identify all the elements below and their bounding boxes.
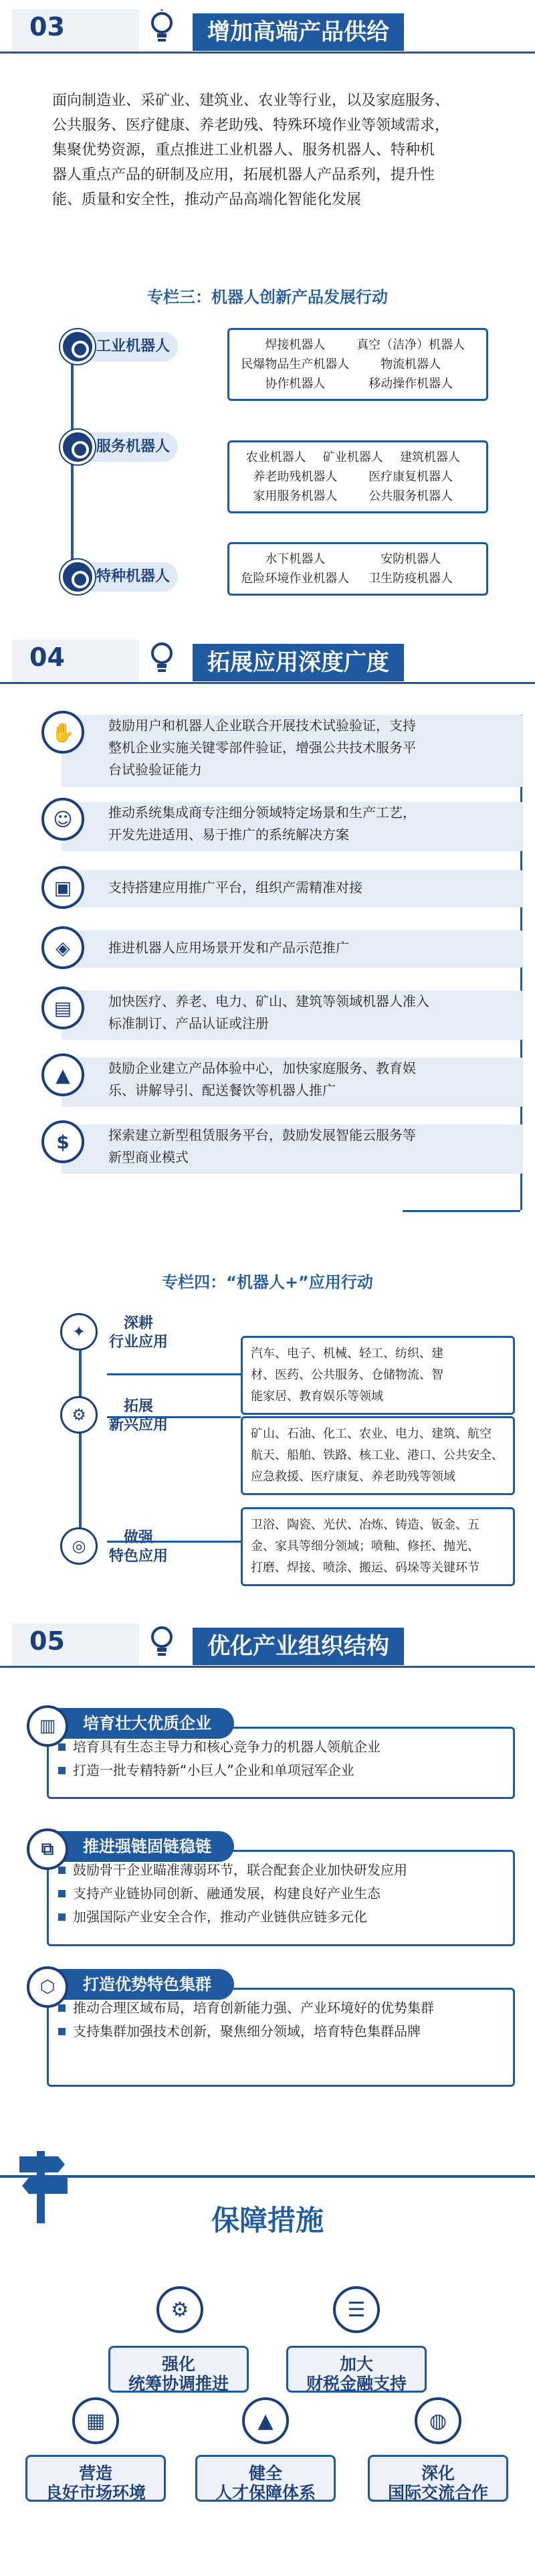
platform-icon: ▣ (41, 866, 84, 909)
measure-card: 加大 财税金融支持 (286, 2346, 427, 2393)
building-icon: ▥ (27, 1705, 68, 1747)
people-icon: ☺ (41, 798, 84, 841)
handshake-icon: ✋ (41, 711, 84, 754)
list-item: ▣ 支持搭建应用推广平台，组织产需精准对接 (41, 866, 523, 917)
measure-card: 营造 良好市场环境 (25, 2455, 166, 2502)
section-title: 拓展应用深度广度 (193, 644, 404, 681)
section-05-header (0, 1614, 535, 1672)
panel-title: 专栏四：“机器人+”应用行动 (162, 1273, 373, 1292)
growth-chart-icon: ▲ (41, 1053, 84, 1096)
block-title: 推进强链固链稳链 (56, 1831, 234, 1862)
section-number: 05 (29, 1626, 65, 1656)
chain-icon: ⧉ (27, 1828, 68, 1870)
certificate-icon: ▤ (41, 986, 84, 1029)
plus-items-box: 卫浴、陶瓷、光伏、冶炼、铸造、钣金、五 金、家具等细分领域；喷釉、修抷、抛光、 打磨、焊接、喷涂、搬运、码垛等关键环节 (241, 1507, 515, 1586)
target-icon: ◎ (60, 1527, 98, 1565)
measure-card: 健全 人才保障体系 (195, 2455, 336, 2502)
gear-icon: ⚙ (156, 2286, 203, 2333)
section-number: 03 (29, 12, 65, 41)
list-item: ✋ 鼓励用户和机器人企业联合开展技术试验验证，支持 整机企业实施关键零部件验证，增强公共技术服务平 台试验验证能力 (41, 711, 523, 790)
guarantee-title: 保障措施 (211, 2204, 324, 2237)
globe-icon: ◍ (415, 2397, 461, 2444)
robot-items-box: 农业机器人 矿业机器人 建筑机器人 养老助残机器人 医疗康复机器人 家用服务机器人 公共服务机器人 (227, 440, 488, 513)
section-title: 优化产业组织结构 (193, 1628, 404, 1665)
lightbulb-icon (146, 640, 178, 677)
block-title: 打造优势特色集群 (56, 1969, 234, 2000)
target-icon (60, 560, 95, 594)
target-icon (60, 329, 95, 364)
block-title: 培育壮大优质企业 (56, 1708, 234, 1739)
section-04-header (0, 630, 535, 688)
list-item: ☺ 推动系统集成商专注细分领域特定场景和生产工艺， 开发先进适用、易于推广的系统解决方案 (41, 798, 523, 855)
city-icon: ▦ (72, 2397, 119, 2444)
layers-icon: ◈ (41, 926, 84, 969)
panel-title: 专栏三：机器人创新产品发展行动 (147, 288, 388, 307)
robot-items-box: 水下机器人 安防机器人 危险环境作业机器人 卫生防疫机器人 (227, 542, 488, 596)
cluster-icon: ⬡ (27, 1966, 68, 2008)
plus-items-box: 汽车、电子、机械、轻工、纺织、建 材、医药、公共服务、仓储物流、智 能家居、教育娱乐等领域 (241, 1336, 515, 1415)
lightbulb-icon (146, 1624, 178, 1661)
section-number: 04 (29, 642, 65, 672)
list-item: ◈ 推进机器人应用场景开发和产品示范推广 (41, 926, 523, 977)
sparkle-icon: ✦ (60, 1313, 98, 1351)
list-item: ▤ 加快医疗、养老、电力、矿山、建筑等领域机器人准入 标准制订、产品认证或注册 (41, 986, 523, 1044)
section-03-header (0, 0, 535, 58)
robot-items-box: 焊接机器人 真空（洁净）机器人 民爆物品生产机器人 物流机器人 协作机器人 移动操作机器人 (227, 328, 488, 401)
dollar-icon: $ (41, 1120, 84, 1163)
list-item: $ 探索建立新型租赁服务平台，鼓励发展智能云服务等 新型商业模式 (41, 1120, 523, 1178)
section-title: 增加高端产品供给 (193, 13, 404, 51)
graduation-cap-icon: ▲ (242, 2397, 289, 2444)
target-icon (60, 430, 95, 464)
section-03-paragraph: 面向制造业、采矿业、建筑业、农业等行业，以及家庭服务、 公共服务、医疗健康、养老助残、特殊环境作业等领域需求， 集聚优势资源，重点推进工业机器人、服务机器人、特种机 器人重点产品的研制及应用，拓展机器人产品系列，提升性 能、质量和安全性，推动产品高端化智能化发展 (52, 92, 450, 208)
plus-items-box: 矿山、石油、化工、农业、电力、建筑、航空 航天、船舶、铁路、核工业、港口、公共安全、 应急救援、医疗康复、养老助残等领域 (241, 1416, 515, 1495)
measure-card: 强化 统筹协调推进 (108, 2346, 249, 2393)
coins-icon: ☰ (333, 2286, 380, 2333)
infographic-page: 03 增加高端产品供给 面向制造业、采矿业、建筑业、农业等行业，以及家庭服务、 公共服务、医疗健康、养老助残、特殊环境作业等领域需求， 集聚优势资源，重点推进工业机器人、服务机器人、特种机 器人重点产品的研制及应用，拓展机器人产品系列，提升性 能、质量和安全性，推动产品高端化智能化发展 专栏三：机器人创新产品发展行动 工业机器人 焊接机器人 真空（洁净）机器人 民爆物品生产机器人 物流机器人 协作机器人 移动操作机器人 服务机器人 农业机器人 矿业机器人 建筑机器人 养老助残机器人 医疗康复机器人 家用服务机器人 公共服务机器人 特种机器人 水下机器人 安防机器人 危险环境作业机器人 卫生防疫机器人 04 拓展应用深度广度 ✋ 鼓励用户和机器人企业联合开展技术试验验证，支持 整机企业实施关键零部件验证，增强公共技术服务平 台试验验证能力 ☺ 推动系统集成商专注细分领域特定场景和生产工艺， 开发先进适用、易于推广的系统解决方案 ▣ 支持搭建应用推广平台，组织产需精准对接 ◈ 推进机器人应用场景开发和产品示范推广 ▤ 加快医疗、养老、电力、矿山、建筑等领域机器人准入 标准制订、产品认证或注册 ▲ 鼓励企业建立产品体验中心，加快家庭服务、教育娱 乐、讲解导引、配送餐饮等机器人推广 $ 探索建立新型租赁服务平台，鼓励发展智能云服务等 新型商业模式 专栏四：“机器人+”应用行动 ✦ 深耕 行业应用 汽车、电子、机械、轻工、纺织、建 材、医药、公共服务、仓储物流、智 能家居、教育娱乐等领域 ⚙ 拓展 新兴应用 矿山、石油、化工、农业、电力、建筑、航空 航天、船舶、铁路、核工业、港口、公共安全、 应急救援、医疗康复、养老助残等领域 ◎ 做强 特色应用 卫浴、陶瓷、光伏、冶炼、铸造、钣金、五 金、家具等细分领域；喷釉、修抷、抛光、 打磨、焊接、喷涂、搬运、码垛等关键环节 05 优化产业组织结构 培育具有生态主导力和核心竞争力的机器人领航企业 打造一批专精特新“小巨人”企业和单项冠军企业 培育壮大优质企业 ▥ 鼓励骨干企业瞄准薄弱环节，联合配套企业加快研发应用 支持产业链协同创新、融通发展，构建良好产业生态 加强国际产业安全合作，推动产业链供应链多元化 推进强链固链稳链 ⧉ 推动合理区域布局，培育创新能力强、产业环境好的优势集群 支持集群加强技术创新，聚焦细分领域，培育特色集群品牌 打造优势特色集群 ⬡ 保障措施 强化 统筹协调推进 ⚙ 加大 财税金融支持 ☰ 营造 良好市场环境 ▦ 健全 人才保障体系 ▲ 深化 国际交流合作 ◍ (0, 0, 535, 2576)
list-item: ▲ 鼓励企业建立产品体验中心，加快家庭服务、教育娱 乐、讲解导引、配送餐饮等机器人推广 (41, 1053, 523, 1111)
lightbulb-icon (146, 9, 178, 47)
gear-icon: ⚙ (60, 1396, 98, 1434)
measure-card: 深化 国际交流合作 (368, 2455, 508, 2502)
